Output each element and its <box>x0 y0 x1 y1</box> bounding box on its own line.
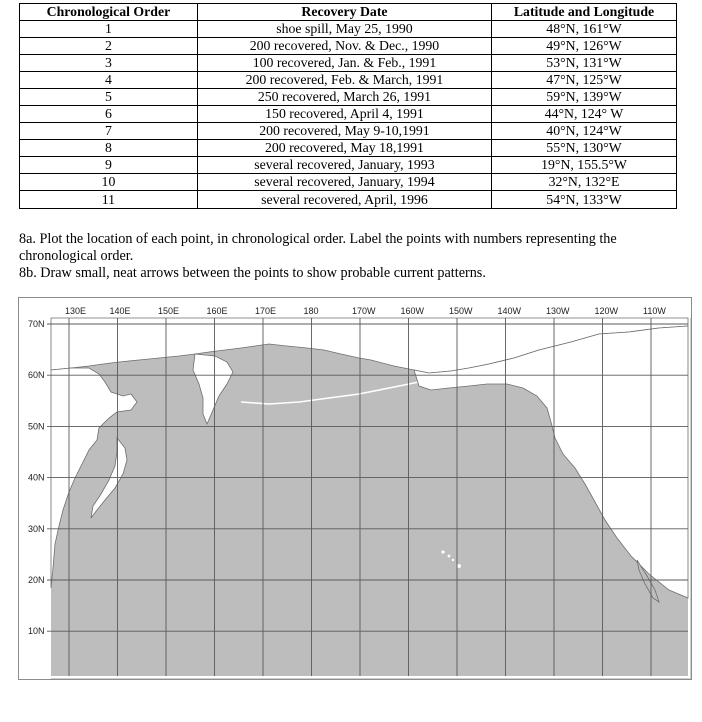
instruction-8b: 8b. Draw small, neat arrows between the points to show probable current patterns. <box>19 265 486 281</box>
table-row <box>20 89 677 106</box>
table-header-row <box>20 4 677 21</box>
pacific-map[interactable] <box>18 297 692 680</box>
cell-order: 4 <box>20 72 198 89</box>
header-recovery-date: Recovery Date <box>197 4 491 21</box>
cell-recovery-date: 200 recovered, May 18,1991 <box>197 140 491 157</box>
cell-lat-long: 44°N, 124° W <box>492 106 677 123</box>
longitude-label: 180 <box>303 306 319 316</box>
cell-recovery-date: 200 recovered, Feb. & March, 1991 <box>197 72 491 89</box>
cell-order: 5 <box>20 89 198 106</box>
cell-lat-long: 49°N, 126°W <box>492 38 677 55</box>
table-row <box>20 191 677 209</box>
cell-lat-long: 19°N, 155.5°W <box>492 157 677 174</box>
cell-lat-long: 55°N, 130°W <box>492 140 677 157</box>
table-row <box>20 38 677 55</box>
longitude-label: 110W <box>643 306 666 316</box>
cell-lat-long: 47°N, 125°W <box>492 72 677 89</box>
map-left-strip <box>19 298 51 679</box>
cell-recovery-date: 150 recovered, April 4, 1991 <box>197 106 491 123</box>
table-row <box>20 157 677 174</box>
cell-order: 9 <box>20 157 198 174</box>
cell-lat-long: 48°N, 161°W <box>492 21 677 38</box>
cell-order: 11 <box>20 191 198 209</box>
longitude-label: 170E <box>255 306 277 316</box>
cell-order: 2 <box>20 38 198 55</box>
longitude-label: 130W <box>546 306 570 316</box>
cell-recovery-date: several recovered, January, 1993 <box>197 157 491 174</box>
table-row <box>20 106 677 123</box>
cell-order: 10 <box>20 174 198 191</box>
cell-lat-long: 53°N, 131°W <box>492 55 677 72</box>
header-chronological-order: Chronological Order <box>20 4 198 21</box>
cell-recovery-date: several recovered, April, 1996 <box>197 191 491 209</box>
table-row <box>20 174 677 191</box>
longitude-label: 150E <box>158 306 180 316</box>
longitude-label: 160E <box>206 306 228 316</box>
cell-order: 6 <box>20 106 198 123</box>
map-canvas[interactable] <box>19 298 691 679</box>
cell-lat-long: 54°N, 133°W <box>492 191 677 209</box>
longitude-label: 130E <box>65 306 87 316</box>
longitude-label: 140E <box>109 306 131 316</box>
cell-lat-long: 59°N, 139°W <box>492 89 677 106</box>
latitude-label: 30N <box>28 523 45 534</box>
table-row <box>20 140 677 157</box>
cell-order: 1 <box>20 21 198 38</box>
latitude-label: 20N <box>28 575 45 585</box>
latitude-label: 10N <box>28 626 45 637</box>
cell-recovery-date: 200 recovered, May 9-10,1991 <box>197 123 491 140</box>
instruction-8a: 8a. Plot the location of each point, in chronological order. Label the points with numbers representing the chronological order. <box>19 231 617 264</box>
longitude-label: 120W <box>594 306 619 316</box>
longitude-label: 160W <box>400 306 425 316</box>
latitude-label: 60N <box>28 370 45 381</box>
cell-lat-long: 40°N, 124°W <box>492 123 677 140</box>
latitude-label: 40N <box>28 472 45 483</box>
table-row <box>20 21 677 38</box>
cell-recovery-date: 200 recovered, Nov. & Dec., 1990 <box>197 38 491 55</box>
table-row <box>20 123 677 140</box>
cell-lat-long: 32°N, 132°E <box>492 174 677 191</box>
latitude-label: 50N <box>28 421 45 432</box>
cell-recovery-date: 100 recovered, Jan. & Feb., 1991 <box>197 55 491 72</box>
longitude-label: 150W <box>449 306 473 316</box>
table-row <box>20 72 677 89</box>
cell-recovery-date: 250 recovered, March 26, 1991 <box>197 89 491 106</box>
cell-order: 7 <box>20 123 198 140</box>
cell-order: 3 <box>20 55 198 72</box>
cell-recovery-date: several recovered, January, 1994 <box>197 174 491 191</box>
header-lat-long: Latitude and Longitude <box>492 4 677 21</box>
latitude-label: 70N <box>28 319 45 329</box>
table-row <box>20 55 677 72</box>
recovery-table <box>19 3 677 209</box>
longitude-label: 170W <box>352 306 376 316</box>
longitude-label: 140W <box>497 306 522 316</box>
cell-order: 8 <box>20 140 198 157</box>
cell-recovery-date: shoe spill, May 25, 1990 <box>197 21 491 38</box>
